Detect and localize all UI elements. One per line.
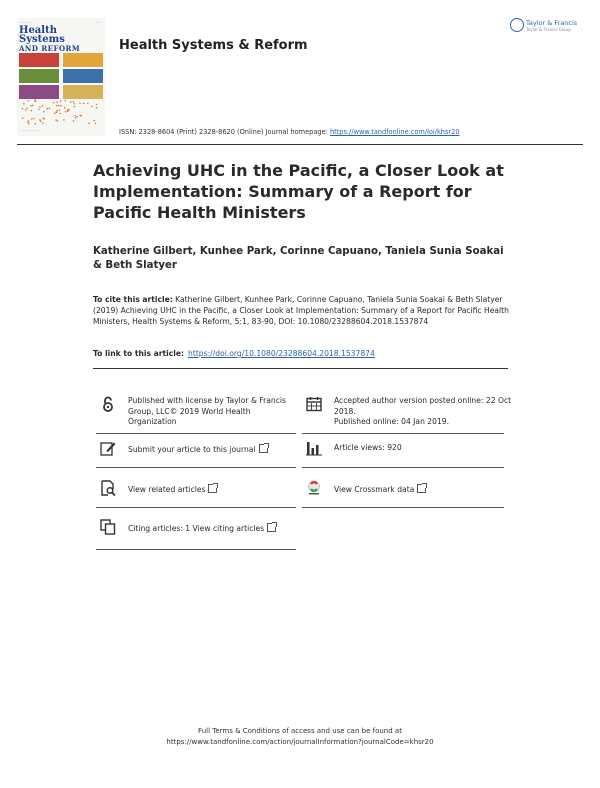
article-authors: Katherine Gilbert, Kunhee Park, Corinne Capuano, Taniela Sunia Soakai & Beth Slatyer [93,246,504,271]
external-link-icon [259,444,268,453]
row-divider [96,549,296,550]
cover-color-bands [19,53,103,101]
article-doi-link[interactable]: https://doi.org/10.1080/23288604.2018.1537874 [188,349,375,358]
article-title: Achieving UHC in the Pacific, a Closer Look at Implementation: Summary of a Report for Pacific Health Ministers [93,161,504,222]
citation-doi: 10.1080/23288604.2018.1537874 [297,317,429,327]
external-link-icon [208,484,217,493]
search-document-icon [100,480,116,496]
citation-divider [93,368,508,369]
row-divider [302,467,504,468]
journal-homepage-link[interactable]: https://www.tandfonline.com/loi/khsr20 [329,128,460,136]
edit-pencil-icon [100,440,116,456]
article-link-line: To link to this article: https://doi.org/10.1080/23288604.2018.1537874 [93,349,375,358]
journal-cover-image [17,18,105,136]
citation-block: To cite this article: Katherine Gilbert, Kunhee Park, Corinne Capuano, Taniela Sunia Soakai & Beth Slatyer (2019) Achieving UHC in the Pacific, a Closer Look at Implementation: Summary of a Report for Pacific Health Ministers, Health Systems & Reform, 5:1, 83-90, DOI: 10.1080/23288604.2018.1537874 [93,295,509,327]
cover-footer-line: ——————— [20,128,41,132]
row-divider [96,433,296,434]
cover-world-map-graphic [21,98,101,126]
open-access-icon [100,396,116,412]
row-divider [96,467,296,468]
crossmark-icon [306,480,322,496]
footer-journal-info-link[interactable]: https://www.tandfonline.com/action/journalInformation?journalCode=khsr20 [166,738,434,746]
cover-title: Health Systems AND REFORM [19,25,81,53]
calendar-icon [306,396,322,412]
row-divider [302,433,504,434]
cover-volume-line: ———— —— [20,20,102,24]
external-link-icon [267,523,276,532]
journal-name: Health Systems & Reform [119,38,308,53]
page-footer: Full Terms & Conditions of access and use can be found at https://www.tandfonline.com/action/journalInformation?journalCode=khsr20 [0,726,600,748]
header-divider [17,144,583,145]
bar-chart-icon [306,440,322,456]
row-divider [302,507,504,508]
external-link-icon [417,484,426,493]
publisher-logo-icon [510,18,524,32]
copy-documents-icon [100,519,116,535]
issn-line: ISSN: 2328-8604 (Print) 2328-8620 (Online) Journal homepage: https://www.tandfonline.com/loi/khsr20 [119,128,460,136]
row-divider [96,507,296,508]
publisher-logo[interactable]: Taylor & Francis Taylor & Francis Group [510,18,584,38]
